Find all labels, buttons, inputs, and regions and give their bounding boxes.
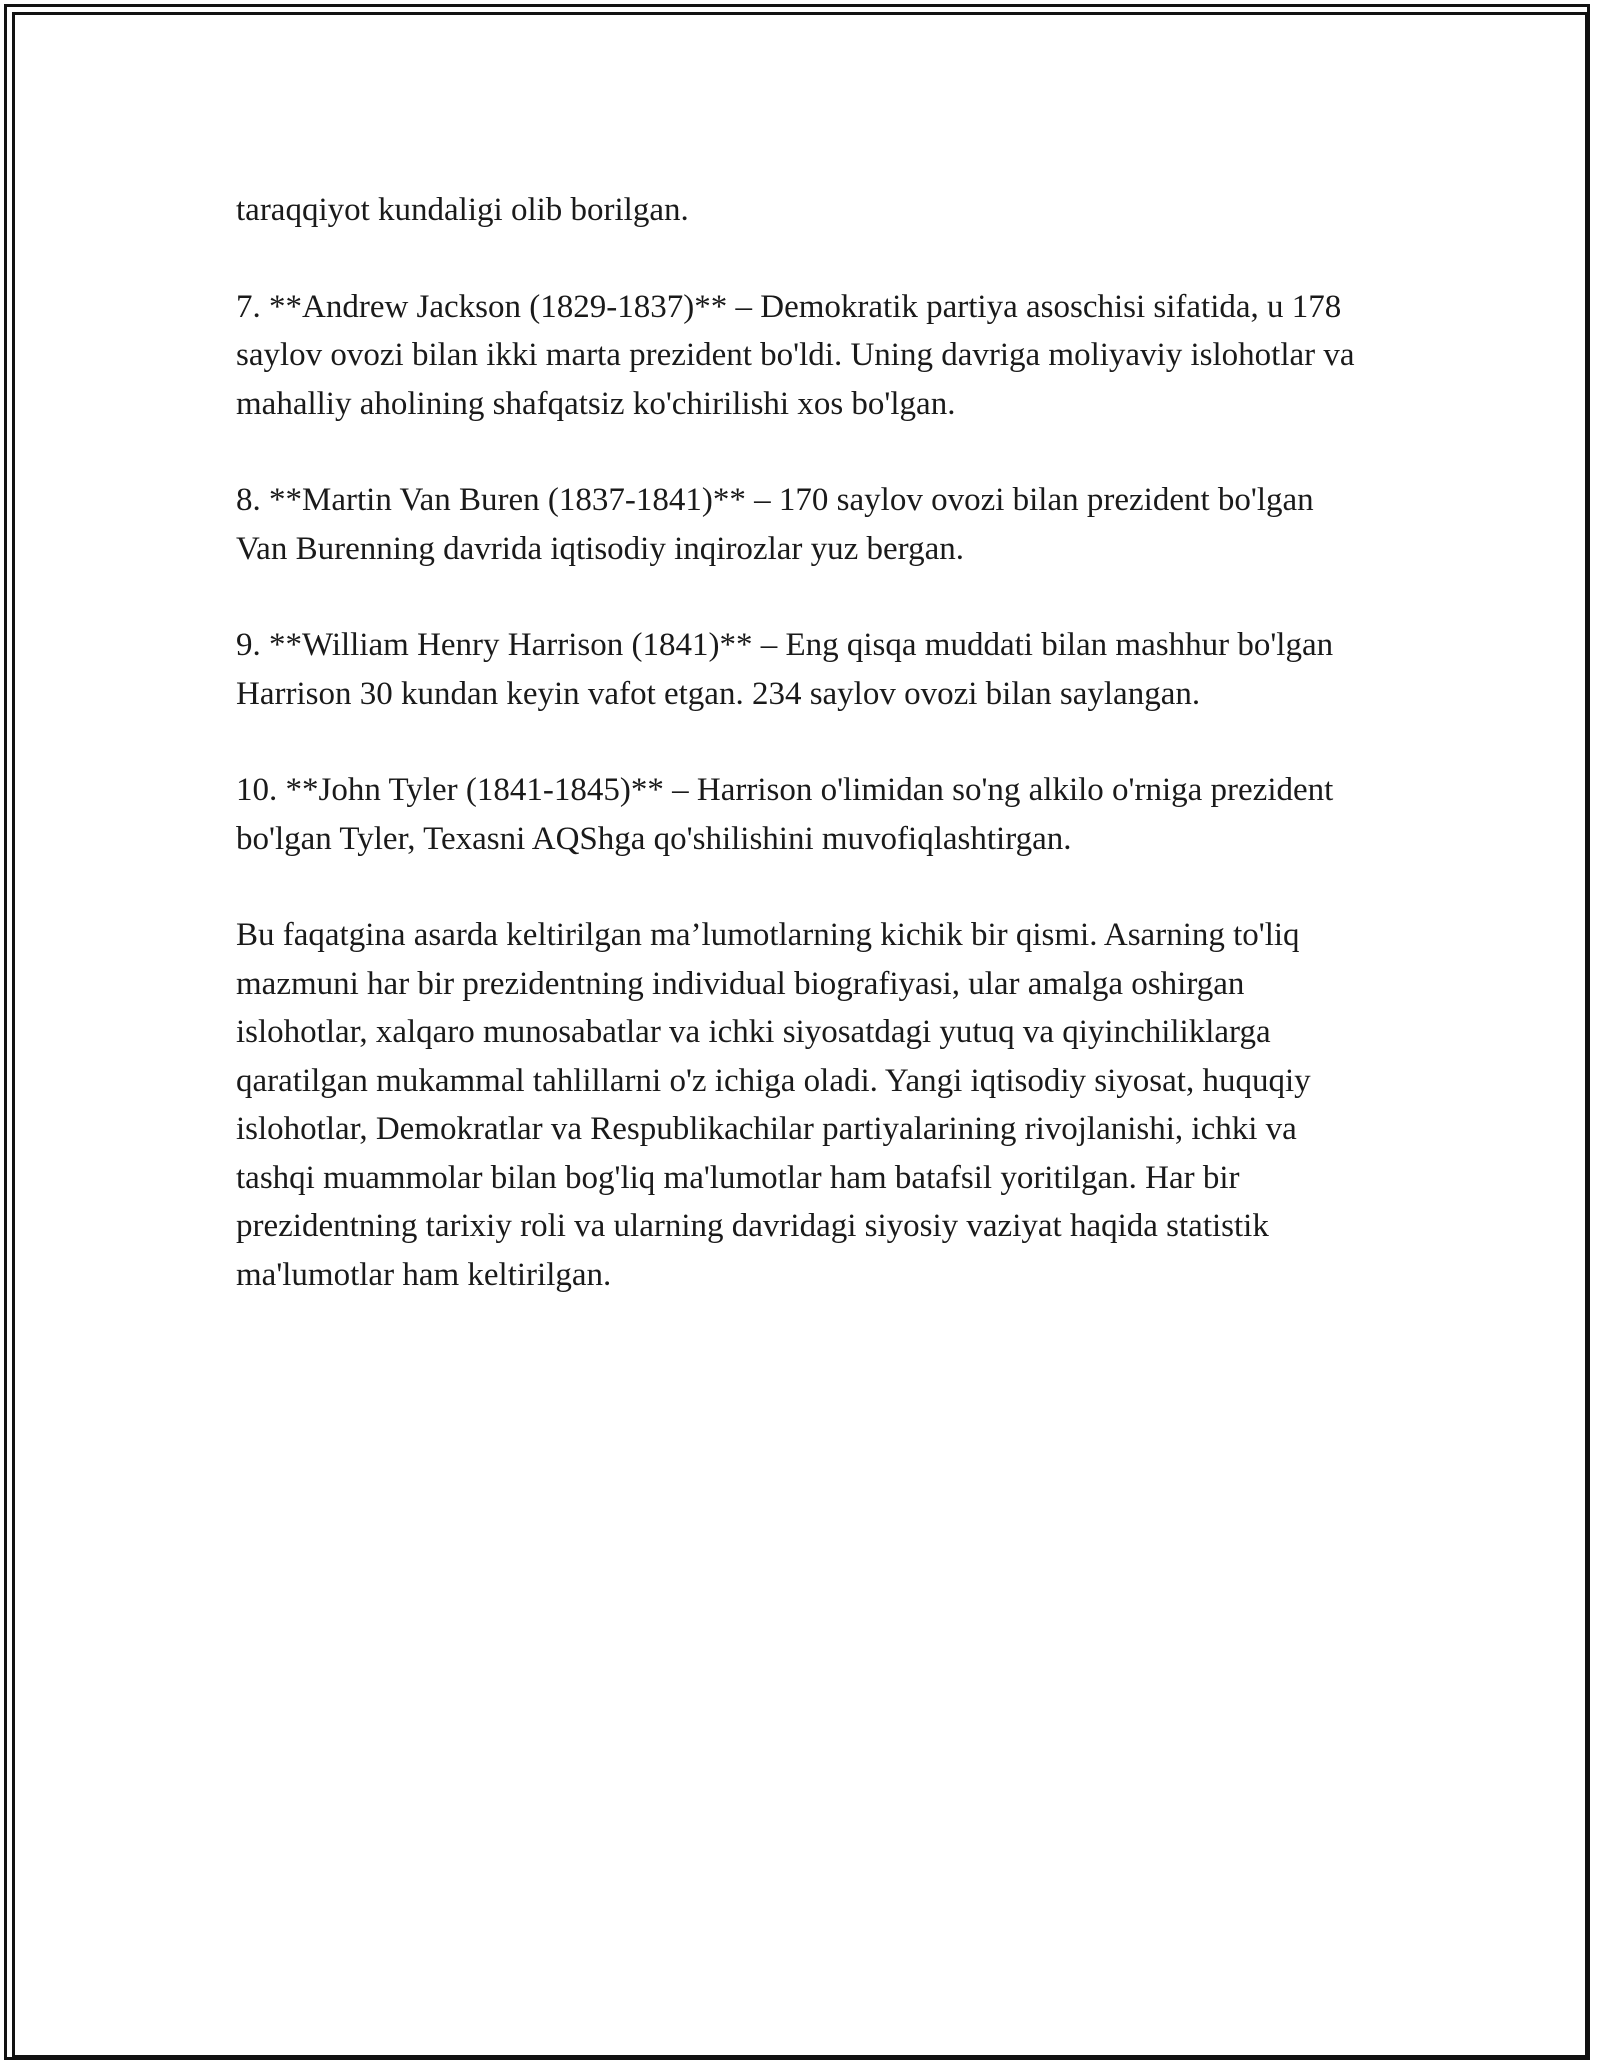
paragraph-martin-van-buren: 8. **Martin Van Buren (1837-1841)** – 170 saylov ovozi bilan prezident bo'lgan Van Burenning davrida iqtisodiy inqirozlar yuz bergan.	[236, 482, 1314, 567]
document-body	[236, 186, 1366, 1347]
paragraph-andrew-jackson: 7. **Andrew Jackson (1829-1837)** – Demokratik partiya asoschisi sifatida, u 178 saylov ovozi bilan ikki marta prezident bo'ldi. Uning davriga moliyaviy islohotlar va mahalliy aholining shafqatsiz ko'chirilishi xos bo'lgan.	[236, 288, 1355, 422]
paragraph-john-tyler: 10. **John Tyler (1841-1845)** – Harrison o'limidan so'ng alkilo o'rniga prezident bo'lgan Tyler, Texasni AQShga qo'shilishini muvofiqlashtirgan.	[236, 772, 1334, 857]
paragraph-summary: Bu faqatgina asarda keltirilgan ma’lumotlarning kichik bir qismi. Asarning to'liq mazmuni har bir prezidentning individual biografiyasi, ular amalga oshirgan islohotlar, xalqaro munosabatlar va ichki siyosatdagi yutuq va qiyinchiliklarga qaratilgan mukammal tahlillarni o'z ichiga oladi. Yangi iqtisodiy siyosat, huquqiy islohotlar, Demokratlar va Respublikachilar partiyalarining rivojlanishi, ichki va tashqi muammolar bilan bog'liq ma'lumotlar ham batafsil yoritilgan. Har bir prezidentning tarixiy roli va ularning davridagi siyosiy vaziyat haqida statistik ma'lumotlar ham keltirilgan.	[236, 917, 1311, 1293]
paragraph-continuation: taraqqiyot kundaligi olib borilgan.	[236, 192, 689, 228]
paragraph-william-henry-harrison: 9. **William Henry Harrison (1841)** – Eng qisqa muddati bilan mashhur bo'lgan Harrison 30 kundan keyin vafot etgan. 234 saylov ovozi bilan saylangan.	[236, 627, 1334, 712]
